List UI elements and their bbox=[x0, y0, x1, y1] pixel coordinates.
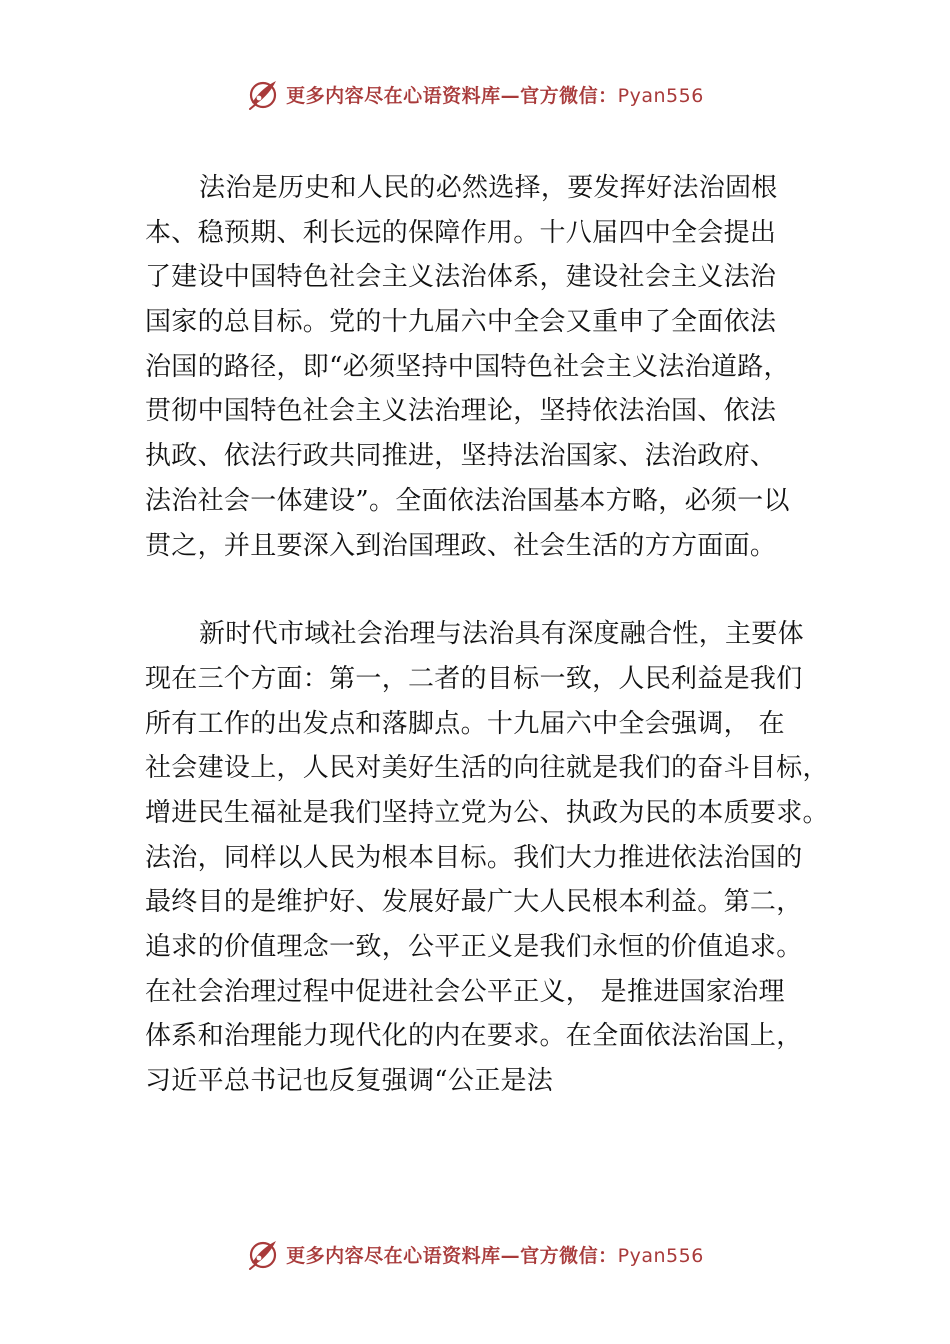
paragraph-line: 法治，同样以人民为根本目标。我们大力推进依法治国的 bbox=[145, 842, 803, 873]
quill-pen-logo-icon bbox=[246, 77, 280, 111]
paragraph-line: 法治是历史和人民的必然选择，要发挥好法治固根 bbox=[199, 173, 778, 203]
paragraph-line: 执政、依法行政共同推进，坚持法治国家、法治政府、 bbox=[145, 441, 777, 472]
header-banner-wechat-id: Pyan556 bbox=[617, 84, 704, 107]
paragraph-line: 本、稳预期、利长远的保障作用。十八届四中全会提出 bbox=[145, 217, 777, 248]
paragraph-line: 所有工作的出发点和落脚点。十九届六中全会强调， 在 bbox=[145, 708, 785, 739]
paragraph-line: 国家的总目标。党的十九届六中全会又重申了全面依法 bbox=[145, 307, 777, 338]
paragraph-line: 治国的路径，即“必须坚持中国特色社会主义法治道路， bbox=[145, 351, 790, 382]
footer-banner bbox=[0, 1234, 950, 1274]
paragraph-line: 在社会治理过程中促进社会公平正义， 是推进国家治理 bbox=[145, 976, 785, 1007]
paragraph-line: 追求的价值理念一致，公平正义是我们永恒的价值追求。 bbox=[145, 932, 803, 962]
paragraph-line: 贯彻中国特色社会主义法治理论，坚持依法治国、依法 bbox=[145, 396, 777, 427]
paragraph-line: 新时代市域社会治理与法治具有深度融合性，主要体 bbox=[199, 619, 804, 650]
paragraph-1 bbox=[145, 166, 845, 568]
header-banner-text: 更多内容尽在心语资料库—官方微信：Pyan556 bbox=[286, 84, 704, 107]
document-body bbox=[145, 166, 845, 1104]
paragraph-line: 了建设中国特色社会主义法治体系，建设社会主义法治 bbox=[145, 262, 777, 293]
quill-pen-logo-icon bbox=[246, 1237, 280, 1271]
paragraph-line: 贯之，并且要深入到治国理政、社会生活的方方面面。 bbox=[145, 530, 777, 561]
paragraph-line: 法治社会一体建设”。全面依法治国基本方略，必须一以 bbox=[145, 485, 790, 516]
paragraph-2 bbox=[145, 612, 845, 1104]
footer-banner-text: 更多内容尽在心语资料库—官方微信：Pyan556 bbox=[286, 1244, 704, 1267]
paragraph-line: 最终目的是维护好、发展好最广大人民根本利益。第二， bbox=[145, 887, 803, 918]
header-banner bbox=[0, 74, 950, 114]
paragraph-line: 体系和治理能力现代化的内在要求。在全面依法治国上， bbox=[145, 1021, 803, 1052]
paragraph-line: 习近平总书记也反复强调“公正是法 bbox=[145, 1066, 554, 1097]
paragraph-line: 现在三个方面：第一，二者的目标一致，人民利益是我们 bbox=[145, 663, 803, 694]
paragraph-line: 增进民生福祉是我们坚持立党为公、执政为民的本质要求。 bbox=[145, 797, 829, 828]
paragraph-line: 社会建设上，人民对美好生活的向往就是我们的奋斗目标， bbox=[145, 753, 829, 784]
footer-banner-wechat-id: Pyan556 bbox=[617, 1244, 704, 1267]
